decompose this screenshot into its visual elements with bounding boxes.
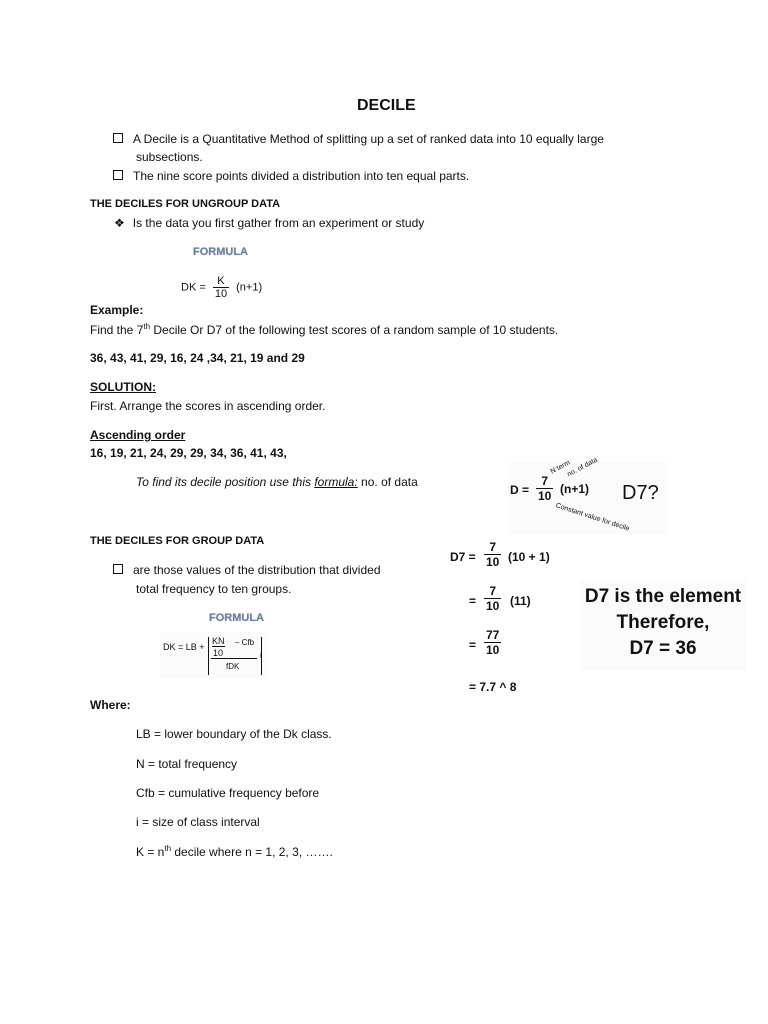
group-formula-label: FORMULA xyxy=(209,612,264,624)
calc-step2-fraction: $\frac{7}{10}$ xyxy=(486,584,500,613)
calc-step4: = 7.7 ^ 8 xyxy=(469,680,517,694)
where-item-lb: LB = lower boundary of the Dk class. xyxy=(136,727,332,741)
ascending-values: 16, 19, 21, 24, 29, 29, 34, 36, 41, 43, xyxy=(90,446,287,460)
calc-step2-eq: = xyxy=(469,594,477,608)
group-bullet-cont: total frequency to ten groups. xyxy=(136,582,292,596)
solution-heading: SOLUTION: xyxy=(90,380,156,394)
calc-step1-fraction: $\frac{7}{10}$ xyxy=(486,540,500,569)
intro-bullet-1: A Decile is a Quantitative Method of splitting up a set of ranked data into 10 equally large xyxy=(113,132,604,146)
where-heading: Where: xyxy=(90,698,131,712)
checkbox-bullet-icon xyxy=(113,170,123,180)
result-line1: D7 is the element xyxy=(584,586,742,607)
example-question: Find the 7th Decile Or D7 of the following test scores of a random sample of 10 students. xyxy=(90,322,559,337)
group-formula-lhs: DK = LB + xyxy=(163,642,205,652)
d7-panel-lhs: D = xyxy=(510,483,530,497)
d7-position-panel xyxy=(508,456,668,534)
example-scores: 36, 43, 41, 29, 16, 24 ,34, 21, 19 and 29 xyxy=(90,351,305,365)
group-formula-fdk: fDK xyxy=(226,662,240,671)
checkbox-bullet-icon xyxy=(113,564,123,574)
result-panel xyxy=(580,580,746,670)
calc-step2-rhs: (11) xyxy=(510,594,531,608)
ungroup-heading: THE DECILES FOR UNGROUP DATA xyxy=(90,198,281,210)
ascending-heading: Ascending order xyxy=(90,428,186,442)
calc-step3-eq: = xyxy=(469,638,477,652)
calc-step3-fraction: $\frac{77}{10}$ xyxy=(486,628,500,657)
note-constant-value: Constant value for decile xyxy=(554,502,631,533)
group-formula-cfb: – Cfb xyxy=(235,638,255,647)
calc-lhs: D7 = xyxy=(450,550,476,564)
calc-step1-rhs: (10 + 1) xyxy=(508,550,550,564)
d7-question: D7? xyxy=(622,482,659,504)
d7-panel-fraction: $\frac{7}{10}$ xyxy=(538,474,552,503)
ungroup-formula-label: FORMULA xyxy=(193,246,248,258)
diamond-bullet-icon: ❖ xyxy=(114,216,125,230)
group-formula-i: i xyxy=(260,651,262,660)
group-heading: THE DECILES FOR GROUP DATA xyxy=(90,535,265,547)
note-n-term: N term xyxy=(549,459,572,476)
group-formula-ten: 10 xyxy=(213,648,224,658)
group-formula xyxy=(160,632,268,678)
where-item-i: i = size of class interval xyxy=(136,815,260,829)
intro-bullet-2: The nine score points divided a distribution into ten equal parts. xyxy=(113,169,469,183)
ungroup-formula-fraction: $\frac{K}{10}$ xyxy=(214,275,228,300)
where-item-cfb: Cfb = cumulative frequency before xyxy=(136,786,320,800)
ungroup-formula: DK = $\frac{K}{10}$ (n+1) xyxy=(181,275,263,300)
intro-bullet-1-cont: subsections. xyxy=(136,150,203,164)
solution-step1: First. Arrange the scores in ascending order. xyxy=(90,399,326,413)
where-item-k: $K = n^{th}$ decile where n = 1, 2, 3, ……. xyxy=(136,844,333,859)
where-item-n: N = total frequency xyxy=(136,757,238,771)
result-line2: Therefore, xyxy=(616,612,710,633)
group-bullet: are those values of the distribution that divided xyxy=(113,563,381,577)
example-heading: Example: xyxy=(90,303,144,317)
note-no-of-data: no. of data xyxy=(566,456,599,479)
ungroup-bullet: ❖ Is the data you first gather from an experiment or study xyxy=(114,216,425,230)
group-formula-kn: KN xyxy=(212,636,225,646)
position-instruction: To find its decile position use this formula: no. of data xyxy=(136,475,418,489)
page-title: DECILE xyxy=(357,97,416,114)
d7-panel-rhs: (n+1) xyxy=(560,482,590,496)
result-line3: D7 = 36 xyxy=(629,638,697,659)
checkbox-bullet-icon xyxy=(113,133,123,143)
group-formula-divider xyxy=(211,658,257,659)
